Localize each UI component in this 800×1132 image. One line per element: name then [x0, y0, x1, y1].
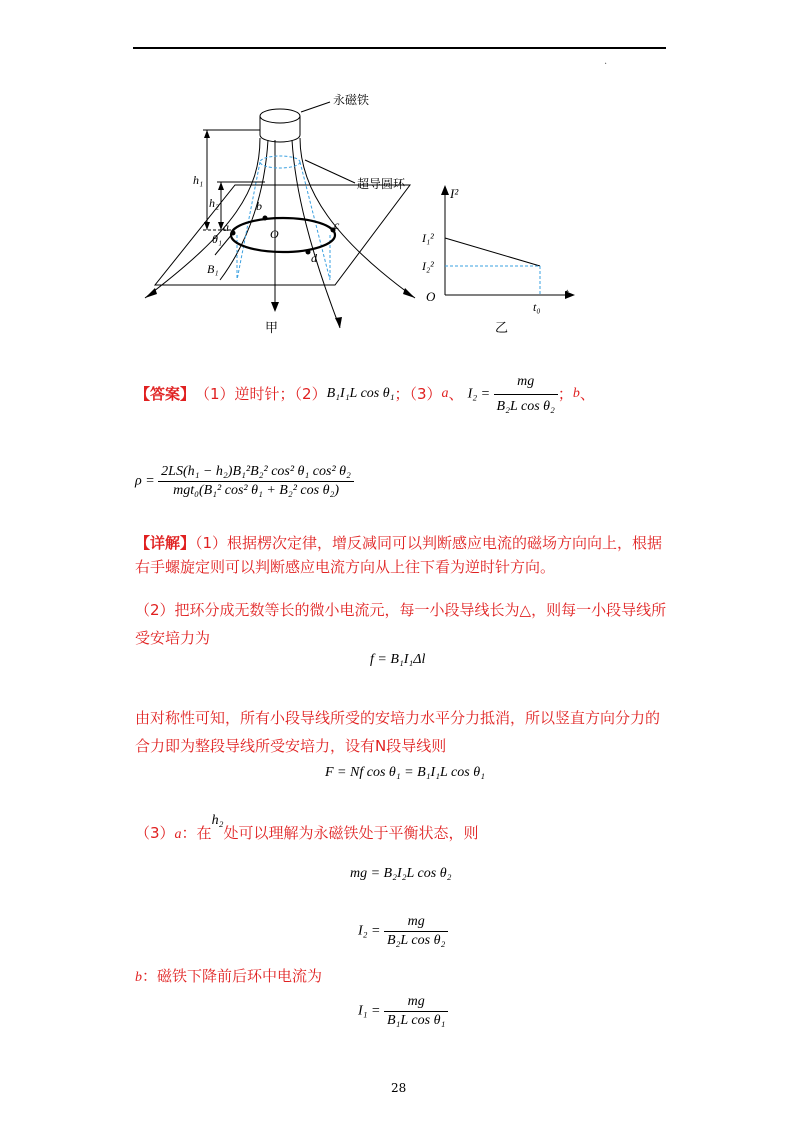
- detail-p5-b: b: [135, 970, 142, 985]
- detail-p4-c: 处可以理解为永磁铁处于平衡状态，则: [223, 824, 479, 842]
- answer-b: b: [572, 386, 580, 401]
- detail-p2: （2）把环分成无数等长的微小电流元，每一小段导线长为△，则每一小段导线所受安培力为: [135, 601, 667, 647]
- corner-mark: .: [604, 56, 608, 67]
- detail-eq4: [358, 914, 448, 949]
- label-h1: h₁: [193, 173, 204, 187]
- eq4-den: B₂L cos θ₂: [386, 933, 446, 948]
- detail-p3: 由对称性可知，所有小段导线所受的安培力水平分力抵消，所以竖直方向分力的合力即为整段导线所受安培力，设有N段导线则: [135, 709, 661, 755]
- graph-origin: O: [426, 289, 436, 304]
- eq4-frac: [384, 914, 448, 949]
- label-b: b: [256, 199, 262, 213]
- answer-I2-formula: [468, 371, 558, 418]
- rho-frac: [158, 464, 354, 499]
- graph-line: [445, 238, 540, 266]
- answer-sep1: ；（3）: [394, 385, 442, 403]
- eq4-num: mg: [384, 914, 448, 932]
- detail-p5: [135, 965, 322, 989]
- eq5-frac: [384, 994, 448, 1029]
- detail-p1-block: [135, 531, 670, 579]
- eq5-lhs: I₁ =: [358, 1003, 381, 1019]
- eq5-den: B₁L cos θ₁: [386, 1013, 446, 1028]
- header-rule: [133, 47, 666, 49]
- label-magnet: 永磁铁: [333, 93, 370, 107]
- rho-lhs: ρ =: [135, 473, 155, 489]
- label-B1: B₁: [207, 262, 219, 276]
- answer-a: a: [441, 386, 449, 401]
- label-c: c: [334, 218, 340, 232]
- detail-tag: 【详解】: [135, 534, 196, 552]
- plane: [155, 185, 410, 285]
- answer-tag: 【答案】: [135, 385, 196, 403]
- page-number: 28: [391, 1081, 407, 1095]
- graph-x-label: t: [565, 285, 569, 300]
- figure-jia: [125, 80, 425, 340]
- label-h2: h₂: [209, 196, 220, 210]
- superconducting-ring: [231, 218, 335, 252]
- graph-tick-t0: t₀: [533, 300, 541, 314]
- label-ring: 超导圆环: [357, 177, 406, 191]
- answer-I2-num: mg: [494, 371, 558, 395]
- figure-yi-graph: [420, 180, 590, 340]
- detail-p5-text: ：磁铁下降前后环中电流为: [142, 967, 323, 985]
- label-d: d: [311, 251, 317, 265]
- detail-p4-a: （3）: [135, 824, 175, 842]
- detail-eq5: [358, 994, 448, 1029]
- label-O: O: [270, 227, 279, 241]
- answer-f2: B₁I₁L cos θ₁: [326, 386, 395, 401]
- graph-tick-I1: I₁²: [422, 231, 434, 245]
- label-theta1: θ₁: [212, 232, 223, 246]
- rho-den: mgt₀(B₁² cos² θ₁ + B₂² cos θ₂): [173, 483, 339, 498]
- detail-p4-b: ：在: [181, 824, 212, 842]
- answer-sep4: 、: [579, 385, 595, 403]
- caption-yi: 乙: [495, 321, 509, 336]
- detail-p4: [135, 813, 479, 846]
- answer-sep3: ；: [557, 385, 573, 403]
- answer-I2-den: B₂L cos θ₂: [496, 398, 555, 414]
- detail-eq1: f = B₁I₁Δl: [370, 652, 426, 667]
- graph-y-label: I²: [450, 186, 459, 201]
- answer-rho-formula: [135, 464, 354, 499]
- answer-I2-frac: [494, 371, 558, 418]
- answer-p1: （1）逆时针；（2）: [195, 385, 327, 403]
- answer-sep2: 、: [448, 385, 464, 403]
- detail-p4-avar: a: [174, 827, 182, 842]
- graph-tick-I2: I₂²: [422, 259, 434, 273]
- eq5-num: mg: [384, 994, 448, 1012]
- answer-I2-lhs: I₂ =: [467, 386, 491, 402]
- detail-p1: （1）根据楞次定律，增反减同可以判断感应电流的磁场方向向上，根据右手螺旋定则可以判断感应电流方向从上往下看为逆时针方向。: [135, 534, 663, 576]
- label-a: a: [223, 220, 229, 234]
- answer-line: [135, 370, 695, 418]
- detail-eq3: mg = B₂I₂L cos θ₂: [350, 866, 452, 881]
- eq4-lhs: I₂ =: [358, 923, 381, 939]
- caption-jia: 甲: [265, 321, 279, 336]
- detail-eq2: F = Nf cos θ₁ = B₁I₁L cos θ₁: [325, 765, 485, 780]
- rho-num: 2LS(h₁ − h₂)B₁²B₂² cos² θ₁ cos² θ₂: [158, 464, 354, 482]
- detail-p4-h2: h₂: [211, 813, 224, 828]
